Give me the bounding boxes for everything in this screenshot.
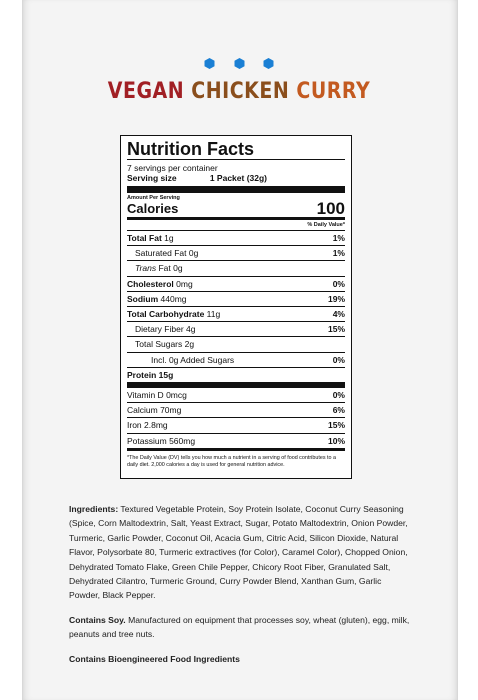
calories-row (127, 201, 345, 217)
nutrient-row-added-sugars: Incl. 0g Added Sugars 0% (127, 352, 345, 367)
ingredients-paragraph (69, 502, 414, 603)
serving-size (127, 173, 345, 184)
contains-label: Contains Soy. (69, 614, 126, 625)
title-word-2: CHICKEN (191, 78, 290, 104)
allergen-paragraph (69, 613, 414, 642)
nutrient-row-protein: Protein 15g (127, 367, 345, 382)
contains-text: Manufactured on equipment that processes soy, wheat (gluten), egg, milk, peanuts and tree nuts. (69, 614, 410, 640)
serving-size-value: 1 Packet (32g) (209, 173, 267, 183)
nutrient-row-total-carbohydrate: Total Carbohydrate 11g 4% (127, 306, 345, 321)
nutrient-row-sodium: Sodium 440mg 19% (127, 291, 345, 306)
ingredients-block (69, 502, 414, 676)
daily-value-footnote: *The Daily Value (DV) tells you how much a nutrient in a serving of food contributes to a daily diet. 2,000 calories a day is used for general nutrition advice. (127, 454, 337, 468)
nutrient-row-cholesterol: Cholesterol 0mg 0% (127, 276, 345, 291)
nutrient-row-iron: Iron 2.8mg 15% (127, 417, 345, 432)
nutrient-row-trans-fat: Trans Fat 0g (127, 260, 345, 275)
calories-value: 100 (316, 199, 345, 218)
nutrient-row-total-sugars: Total Sugars 2g (127, 336, 345, 351)
title-word-3: CURRY (296, 78, 371, 104)
hexagon-icon (234, 58, 245, 69)
hexagon-icon (204, 58, 215, 69)
hexagon-icon (263, 58, 274, 69)
servings-per-container: 7 servings per container (127, 163, 218, 173)
nutrient-row-saturated-fat: Saturated Fat 0g 1% (127, 245, 345, 260)
amount-per-serving: Amount Per Serving (127, 195, 180, 201)
hexagon-row (0, 56, 478, 74)
nutrition-facts-panel (120, 135, 352, 479)
nutrient-row-total-fat: Total Fat 1g 1% (127, 230, 345, 245)
nutrition-facts-title: Nutrition Facts (127, 139, 255, 159)
nutrient-row-calcium: Calcium 70mg 6% (127, 402, 345, 417)
serving-size-label: Serving size (127, 173, 177, 183)
nutrient-row-potassium: Potassium 560mg 10% (127, 433, 345, 448)
nutrient-row-dietary-fiber: Dietary Fiber 4g 15% (127, 321, 345, 336)
bioengineered-note: Contains Bioengineered Food Ingredients (69, 653, 240, 664)
daily-value-header: % Daily Value* (307, 222, 345, 228)
ingredients-label: Ingredients: (69, 504, 119, 514)
nutrient-row-vitamin-d: Vitamin D 0mcg 0% (127, 390, 345, 401)
ingredients-text: Textured Vegetable Protein, Soy Protein Isolate, Coconut Curry Seasoning (Spice, Corn Maltodextrin, Salt, Yeast Extract, Sugar, Potato Maltodextrin, Onion Powder, Turmeric, Garlic Powder, Coconut Oil, Acacia Gum, Citric Acid, Silicon Dioxide, Natural Flavor, Polysorbate 80, Turmeric extractives (for Color), Caramel Color), Chopped Onion, Dehydrated Tomato Flake, Green Chile Pepper, Chicory Root Fiber, Granulated Salt, Dehydrated Cilantro, Turmeric Ground, Curry Powder Blend, Xanthan Gum, Garlic Powder, Black Pepper. (69, 504, 408, 601)
calories-label: Calories (127, 201, 179, 216)
product-title (0, 78, 478, 103)
title-word-1: VEGAN (107, 78, 185, 104)
